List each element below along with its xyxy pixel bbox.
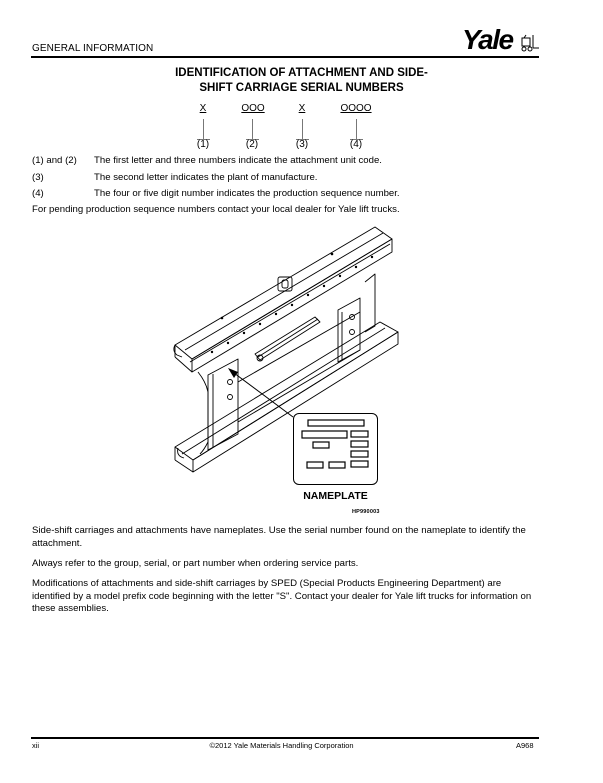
serial-segment-4: OOOO — [340, 103, 372, 114]
serial-label-2: (2) — [245, 139, 259, 150]
serial-segment-1: X — [199, 103, 207, 114]
nameplate-label: NAMEPLATE — [303, 490, 368, 502]
serial-segment-2: OOO — [241, 103, 265, 114]
page-title-line2: SHIFT CARRIAGE SERIAL NUMBERS — [199, 82, 404, 94]
yale-logo — [458, 24, 544, 56]
definition-key: (3) — [32, 172, 44, 183]
header-rule — [31, 56, 539, 58]
nameplate-fields-icon — [293, 413, 378, 485]
forklift-icon — [520, 34, 540, 52]
section-header: GENERAL INFORMATION — [32, 43, 154, 54]
body-paragraph-2: Always refer to the group, serial, or part number when ordering service parts. — [32, 558, 359, 569]
pending-note: For pending production sequence numbers contact your local dealer for Yale lift trucks. — [32, 204, 400, 215]
side-shift-carriage-figure — [160, 222, 420, 522]
nameplate-callout — [293, 413, 378, 485]
document-code: A968 — [516, 741, 534, 750]
page-number: xii — [32, 741, 40, 750]
serial-label-3: (3) — [295, 139, 309, 150]
page-title-line1: IDENTIFICATION OF ATTACHMENT AND SIDE- — [175, 67, 428, 79]
serial-label-1: (1) — [196, 139, 210, 150]
serial-segment-3: X — [298, 103, 306, 114]
footer-rule — [31, 737, 539, 739]
serial-format-diagram — [0, 100, 603, 150]
definition-key: (1) and (2) — [32, 155, 77, 166]
definition-key: (4) — [32, 188, 44, 199]
serial-label-4: (4) — [349, 139, 363, 150]
copyright: ©2012 Yale Materials Handling Corporation — [209, 741, 354, 750]
carriage-illustration — [160, 222, 420, 522]
body-paragraph-1: Side-shift carriages and attachments have nameplates. Use the serial number found on the nameplate to identify the attachment. — [32, 525, 526, 549]
logo-text: Yale — [462, 24, 513, 55]
definition-text: The four or five digit number indicates the production sequence number. — [94, 188, 400, 199]
figure-code: HP990003 — [352, 509, 380, 515]
body-paragraph-3: Modifications of attachments and side-shift carriages by SPED (Special Products Engineering Department) are identified by a model prefix code beginning with the letter "S". Contact your dealer for Yale lift trucks for information on these assemblies. — [32, 578, 532, 614]
definition-text: The second letter indicates the plant of manufacture. — [94, 172, 318, 183]
definition-text: The first letter and three numbers indicate the attachment unit code. — [94, 155, 382, 166]
